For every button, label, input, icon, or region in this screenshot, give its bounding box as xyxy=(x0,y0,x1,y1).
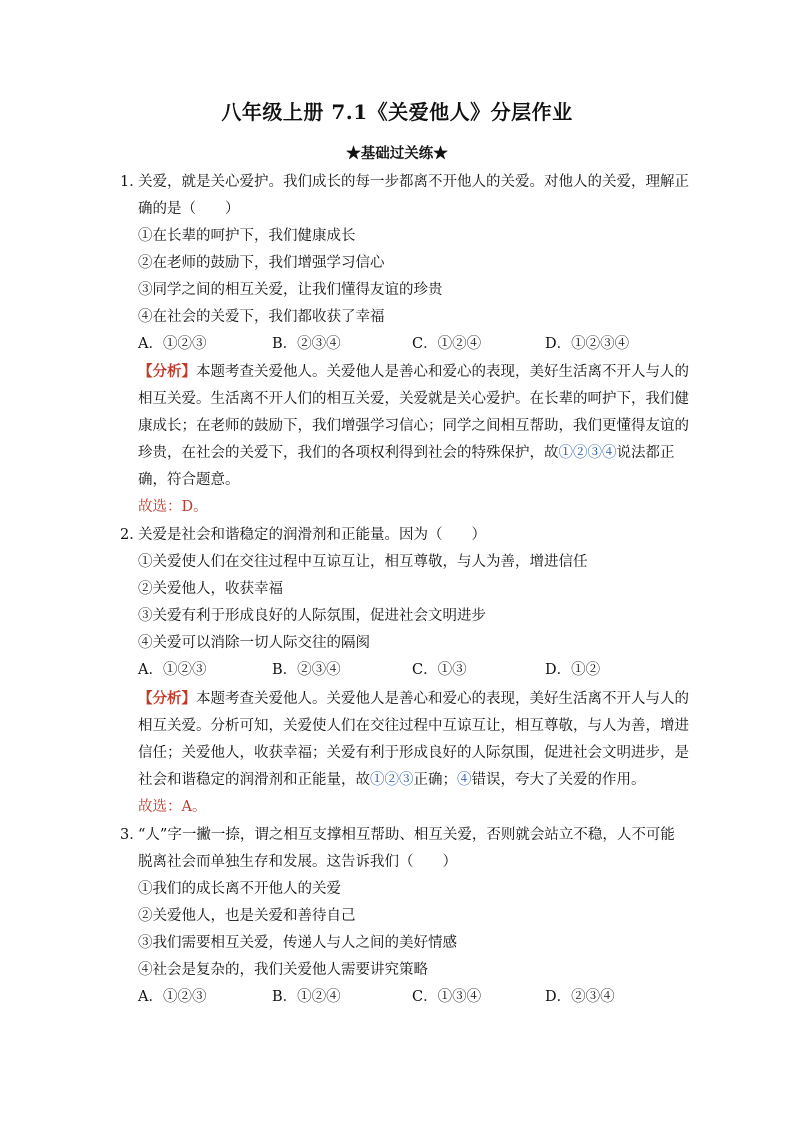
question-stem: 关爱，就是关心爱护。我们成长的每一步都离不开他人的关爱。对他人的关爱，理解正 xyxy=(138,174,689,190)
option-d: D．①②③④ xyxy=(545,336,630,352)
analysis-line: 【分析】本题考查关爱他人。关爱他人是善心和爱心的表现，美好生活离不开人与人的 xyxy=(138,690,689,707)
option-c: C．①②④ xyxy=(412,336,482,352)
analysis-line: 相互关爱。分析可知，关爱使人们在交往过程中互谅互让，相互尊敬，与人为善，增进 xyxy=(138,718,689,734)
analysis-line: 社会和谐稳定的润滑剂和正能量，故①②③正确；④错误，夸大了关爱的作用。 xyxy=(138,772,646,788)
answer-line: 故选：A。 xyxy=(138,799,207,815)
question-stem: 脱离社会而单独生存和发展。这告诉我们（ ） xyxy=(138,854,457,870)
option-c: C．①③ xyxy=(412,662,467,678)
analysis-tag: 【分析】 xyxy=(138,690,196,707)
analysis-line: 确，符合题意。 xyxy=(138,472,240,488)
answer-highlight: ④ xyxy=(457,772,472,788)
question-stem: “人”字一撇一捺，谓之相互支撑相互帮助、相互关爱，否则就会站立不稳，人不可能 xyxy=(138,827,675,843)
option-b: B．①②④ xyxy=(272,989,341,1005)
statement-item: ①在长辈的呵护下，我们健康成长 xyxy=(138,228,356,244)
analysis-line: 信任；关爱他人，收获幸福；关爱有利于形成良好的人际氛围，促进社会文明进步，是 xyxy=(138,745,689,761)
statement-item: ③关爱有利于形成良好的人际氛围，促进社会文明进步 xyxy=(138,608,486,624)
option-b: B．②③④ xyxy=(272,336,341,352)
question-number: 2． xyxy=(120,527,144,543)
statement-item: ④社会是复杂的，我们关爱他人需要讲究策略 xyxy=(138,962,428,978)
question-number: 3． xyxy=(120,827,144,843)
statement-item: ②关爱他人，收获幸福 xyxy=(138,581,283,597)
statement-item: ③同学之间的相互关爱，让我们懂得友谊的珍贵 xyxy=(138,282,443,298)
statement-item: ①我们的成长离不开他人的关爱 xyxy=(138,881,341,897)
page-title: 八年级上册 7.1《关爱他人》分层作业 xyxy=(221,100,573,124)
statement-item: ③我们需要相互关爱，传递人与人之间的美好情感 xyxy=(138,935,457,951)
option-a: A．①②③ xyxy=(138,336,207,352)
analysis-line: 康成长；在老师的鼓励下，我们增强学习信心；同学之间相互帮助，我们更懂得友谊的 xyxy=(138,418,689,434)
option-c: C．①③④ xyxy=(412,989,482,1005)
section-heading: ★基础过关练★ xyxy=(346,145,448,162)
statement-item: ①关爱使人们在交往过程中互谅互让，相互尊敬，与人为善，增进信任 xyxy=(138,554,588,570)
statement-item: ②关爱他人，也是关爱和善待自己 xyxy=(138,908,356,924)
option-a: A．①②③ xyxy=(138,662,207,678)
option-d: D．①② xyxy=(545,662,601,678)
analysis-line: 【分析】本题考查关爱他人。关爱他人是善心和爱心的表现，美好生活离不开人与人的 xyxy=(138,363,689,380)
statement-item: ②在老师的鼓励下，我们增强学习信心 xyxy=(138,255,385,271)
option-b: B．②③④ xyxy=(272,662,341,678)
analysis-tag: 【分析】 xyxy=(138,363,196,380)
question-number: 1． xyxy=(120,174,144,190)
option-d: D．②③④ xyxy=(545,989,615,1005)
option-a: A．①②③ xyxy=(138,989,207,1005)
question-stem: 关爱是社会和谐稳定的润滑剂和正能量。因为（ ） xyxy=(138,527,486,543)
statement-item: ④在社会的关爱下，我们都收获了幸福 xyxy=(138,309,385,325)
statement-item: ④关爱可以消除一切人际交往的隔阂 xyxy=(138,635,370,651)
analysis-line: 珍贵，在社会的关爱下，我们的各项权利得到社会的特殊保护，故①②③④说法都正 xyxy=(138,445,675,461)
answer-highlight: ①②③④ xyxy=(558,445,617,461)
question-stem: 确的是（ ） xyxy=(138,201,240,217)
answer-line: 故选：D。 xyxy=(138,499,208,515)
analysis-line: 相互关爱。生活离不开人们的相互关爱，关爱就是关心爱护。在长辈的呵护下，我们健 xyxy=(138,391,689,407)
answer-highlight: ①②③ xyxy=(370,772,414,788)
